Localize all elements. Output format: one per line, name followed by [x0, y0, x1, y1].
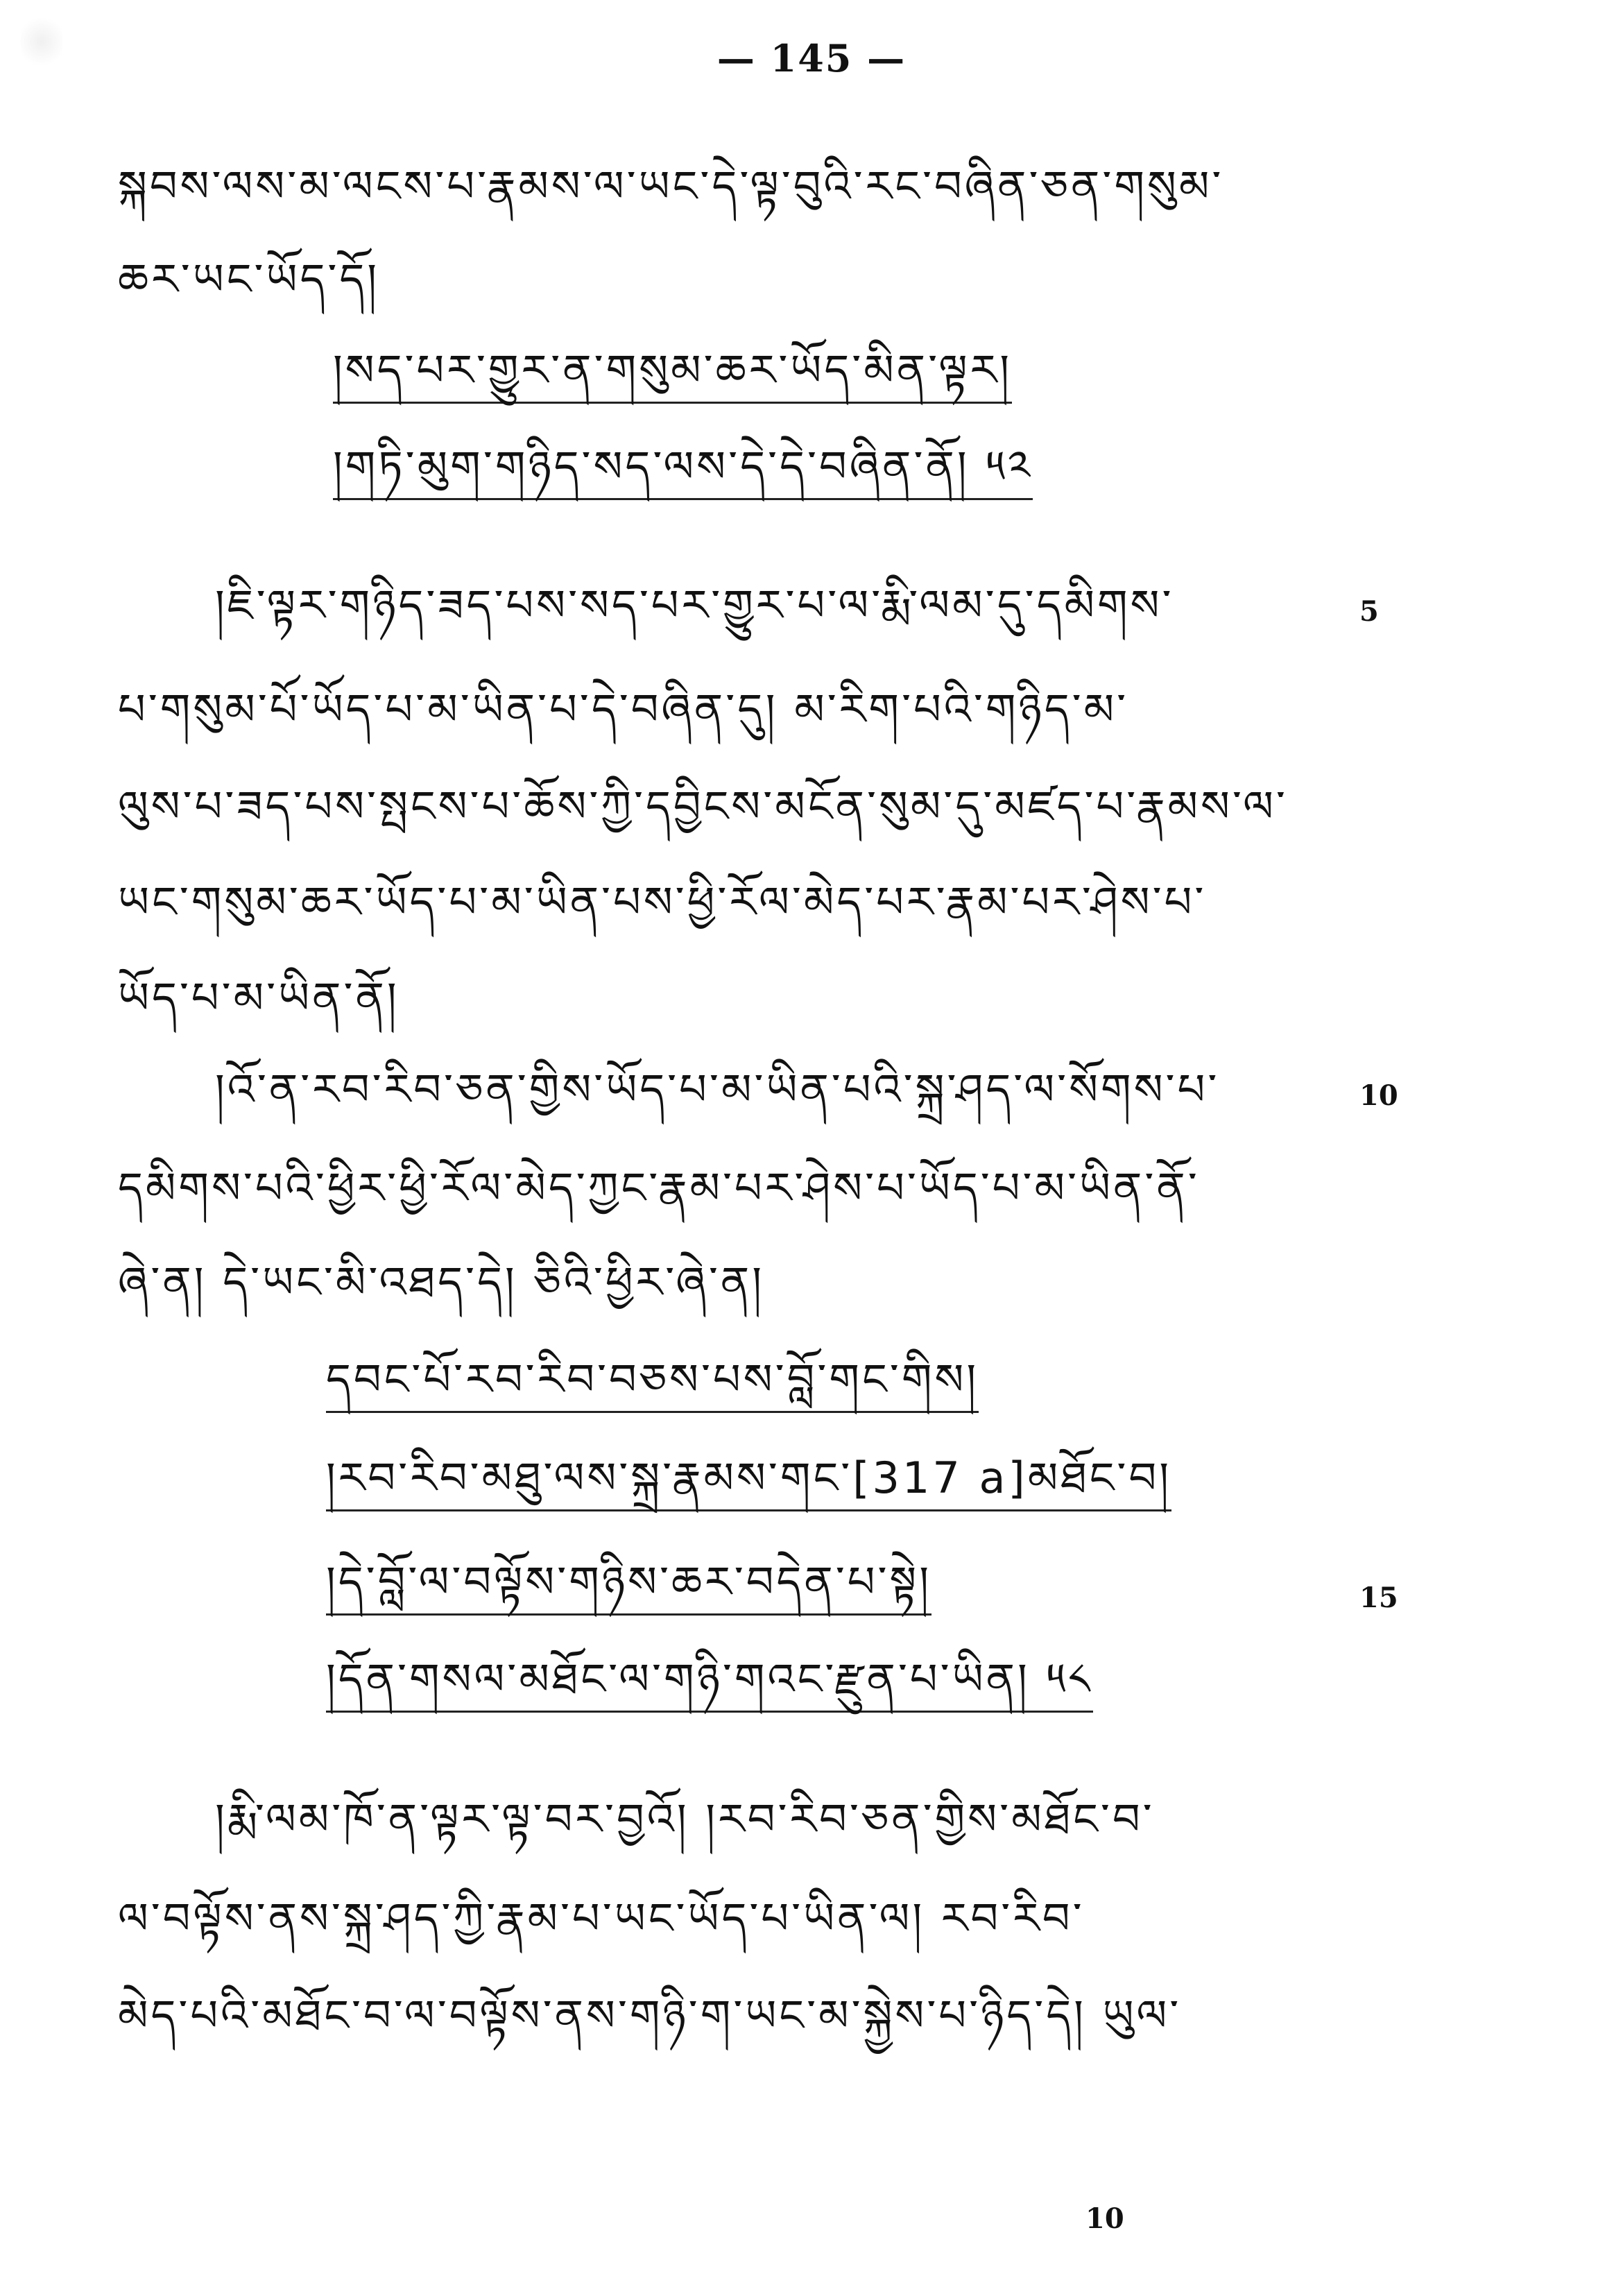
text-line: སྐབས་ལས་མ་ལངས་པ་རྣམས་ལ་ཡང་དེ་ལྟ་བུའི་རང་བཞིན་ཅན་གསུམ་ [118, 161, 1224, 212]
verse-line: །དེ་བློ་ལ་བལྟོས་གཉིས་ཆར་བདེན་པ་སྟེ། [326, 1561, 931, 1616]
text-line: ཆར་ཡང་ཡོད་དོ། [118, 254, 380, 305]
verse-line: དབང་པོ་རབ་རིབ་བཅས་པས་བློ་གང་གིས། [326, 1358, 979, 1413]
text-line: ལུས་པ་ཟད་པས་སྤངས་པ་ཆོས་ཀྱི་དབྱིངས་མངོན་སུམ་དུ་མཛད་པ་རྣམས་ལ་ [118, 781, 1288, 832]
signature-mark: 10 [1085, 2202, 1124, 2235]
text-line: པ་གསུམ་པོ་ཡོད་པ་མ་ཡིན་པ་དེ་བཞིན་དུ། མ་རིག་པའི་གཉིད་མ་ [118, 684, 1129, 735]
text-line: །འོ་ན་རབ་རིབ་ཅན་གྱིས་ཡོད་པ་མ་ཡིན་པའི་སྐྲ་ཤད་ལ་སོགས་པ་ [215, 1064, 1220, 1115]
verse-line: །དོན་གསལ་མཐོང་ལ་གཉི་གའང་རྫུན་པ་ཡིན། ༥༨ [326, 1658, 1093, 1713]
text-line: ཞེ་ན། དེ་ཡང་མི་འཐད་དེ། ཅིའི་ཕྱིར་ཞེ་ན། [118, 1257, 764, 1308]
line-number-margin: 5 [1359, 595, 1379, 628]
text-line: ཡང་གསུམ་ཆར་ཡོད་པ་མ་ཡིན་པས་ཕྱི་རོལ་མེད་པར་རྣམ་པར་ཤེས་པ་ [118, 877, 1207, 927]
page-number: — 145 — [716, 36, 907, 80]
text-line: །རྨི་ལམ་ཁོ་ན་ལྟར་ལྟ་བར་བྱའོ། །རབ་རིབ་ཅན་གྱིས་མཐོང་བ་ [215, 1794, 1155, 1844]
verse-line: །རབ་རིབ་མཐུ་ལས་སྐྲ་རྣམས་གང་[317 a]མཐོང་བ། [326, 1457, 1171, 1511]
line-number-margin: 15 [1359, 1582, 1398, 1614]
text-line: དམིགས་པའི་ཕྱིར་ཕྱི་རོལ་མེད་ཀྱང་རྣམ་པར་ཤེས་པ་ཡོད་པ་མ་ཡིན་ནོ་ [118, 1163, 1200, 1213]
verse-line: །གཏི་མུག་གཉིད་སད་ལས་དེ་དེ་བཞིན་ནོ། ༥༢ [333, 445, 1033, 500]
verse-line: །སད་པར་གྱུར་ན་གསུམ་ཆར་ཡོད་མིན་ལྟར། [333, 349, 1012, 404]
text-line: ཡོད་པ་མ་ཡིན་ནོ། [118, 973, 400, 1023]
line-number-margin: 10 [1359, 1079, 1398, 1112]
text-line: མེད་པའི་མཐོང་བ་ལ་བལྟོས་ནས་གཉི་ག་ཡང་མ་སྐྱེས་པ་ཉིད་དེ། ཡུལ་ [118, 1990, 1182, 2041]
text-line: ལ་བལྟོས་ནས་སྐྲ་ཤད་ཀྱི་རྣམ་པ་ཡང་ཡོད་པ་ཡིན་ལ། རབ་རིབ་ [118, 1893, 1085, 1944]
text-line: །ཇི་ལྟར་གཉིད་ཟད་པས་སད་པར་གྱུར་པ་ལ་རྨི་ལམ་དུ་དམིགས་ [215, 580, 1174, 631]
